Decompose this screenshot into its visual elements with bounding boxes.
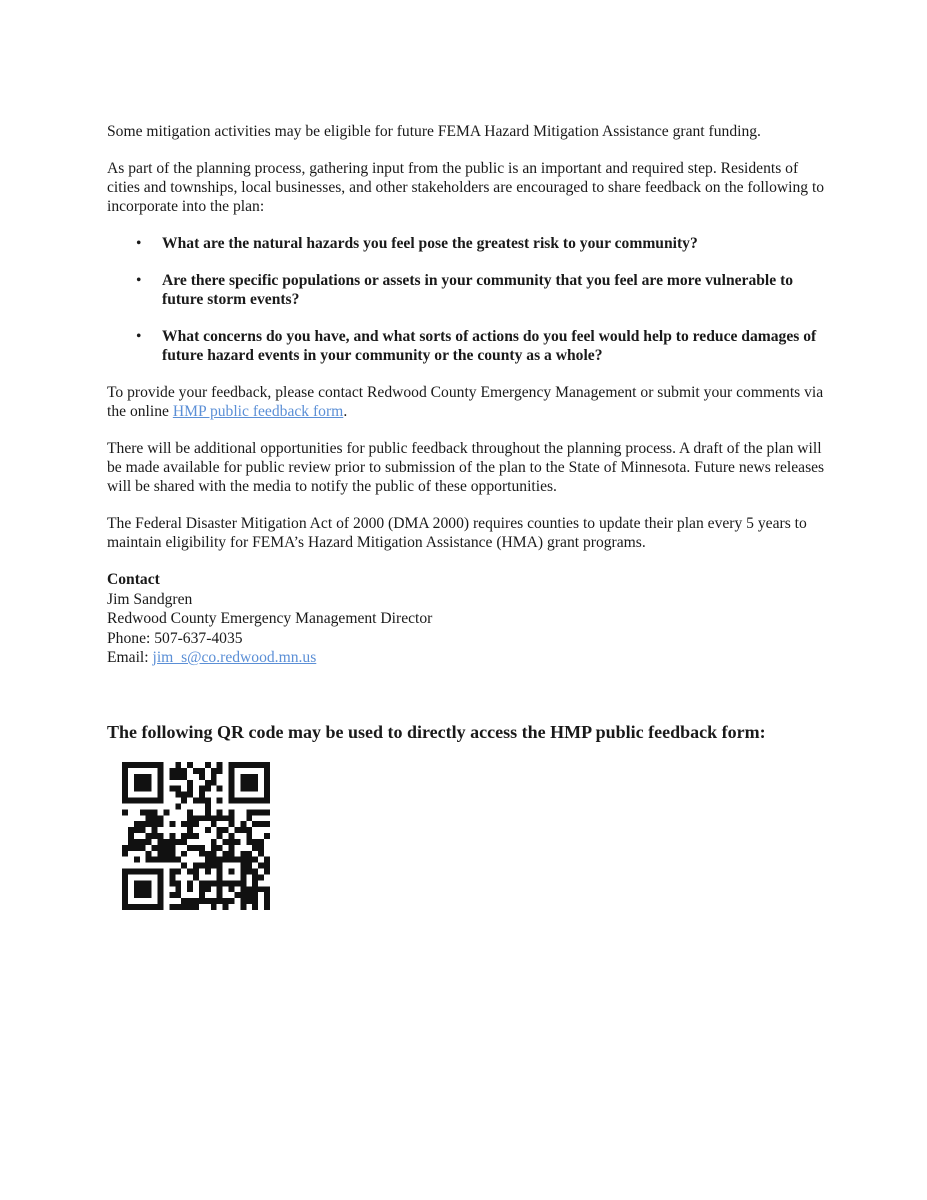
- phone-label: Phone:: [107, 629, 155, 647]
- feedback-form-link[interactable]: HMP public feedback form: [172, 403, 344, 420]
- feedback-paragraph: [107, 383, 827, 421]
- document-body: [107, 122, 827, 668]
- email-label: Email:: [107, 649, 153, 666]
- question-text: What are the natural hazards you feel pose the greatest risk to your community?: [162, 235, 698, 252]
- contact-block: [107, 570, 827, 668]
- email-link[interactable]: jim_s@co.redwood.mn.us: [152, 649, 317, 666]
- contact-name: Jim Sandgren: [107, 590, 193, 608]
- qr-caption: The following QR code may be used to directly access the HMP public feedback form:: [107, 722, 766, 742]
- question-text: What concerns do you have, and what sorts of actions do you feel would help to reduce damages of future hazard events in your community or the county as a whole?: [162, 328, 817, 364]
- bullet-icon: •: [136, 235, 142, 252]
- bullet-icon: •: [136, 272, 142, 289]
- question-item: [107, 271, 827, 309]
- phone-number: 507-637-4035: [154, 629, 243, 647]
- contact-heading: Contact: [107, 571, 160, 588]
- question-text: Are there specific populations or assets in your community that you feel are more vulnerable to future storm events?: [162, 272, 794, 308]
- qr-code-graphic: [122, 762, 270, 910]
- opportunities-paragraph: There will be additional opportunities for public feedback throughout the planning process. A draft of the plan will be made available for public review prior to submission of the plan to the State of Minnesota. Future news releases will be shared with the media to notify the public of these opportunities.: [107, 440, 825, 495]
- feedback-questions-list: [107, 234, 827, 365]
- bullet-icon: •: [136, 328, 142, 345]
- public-input-paragraph: As part of the planning process, gathering input from the public is an important and required step. Residents of cities and townships, local businesses, and other stakeholders are encouraged to share feedback on the following to incorporate into the plan:: [107, 160, 825, 215]
- intro-paragraph: Some mitigation activities may be eligible for future FEMA Hazard Mitigation Assistance grant funding.: [107, 123, 761, 140]
- contact-email-line: [107, 648, 827, 668]
- contact-title: Redwood County Emergency Management Director: [107, 610, 433, 627]
- contact-phone-line: [107, 629, 827, 649]
- question-item: [107, 234, 827, 253]
- qr-code[interactable]: [122, 762, 270, 910]
- feedback-text: To provide your feedback, please contact Redwood County Emergency Management or submit your comments via the online: [107, 384, 824, 420]
- question-item: [107, 327, 827, 365]
- feedback-text-end: .: [343, 403, 348, 420]
- dma-paragraph: The Federal Disaster Mitigation Act of 2000 (DMA 2000) requires counties to update their plan every 5 years to maintain eligibility for FEMA’s Hazard Mitigation Assistance (HMA) grant programs.: [107, 515, 807, 551]
